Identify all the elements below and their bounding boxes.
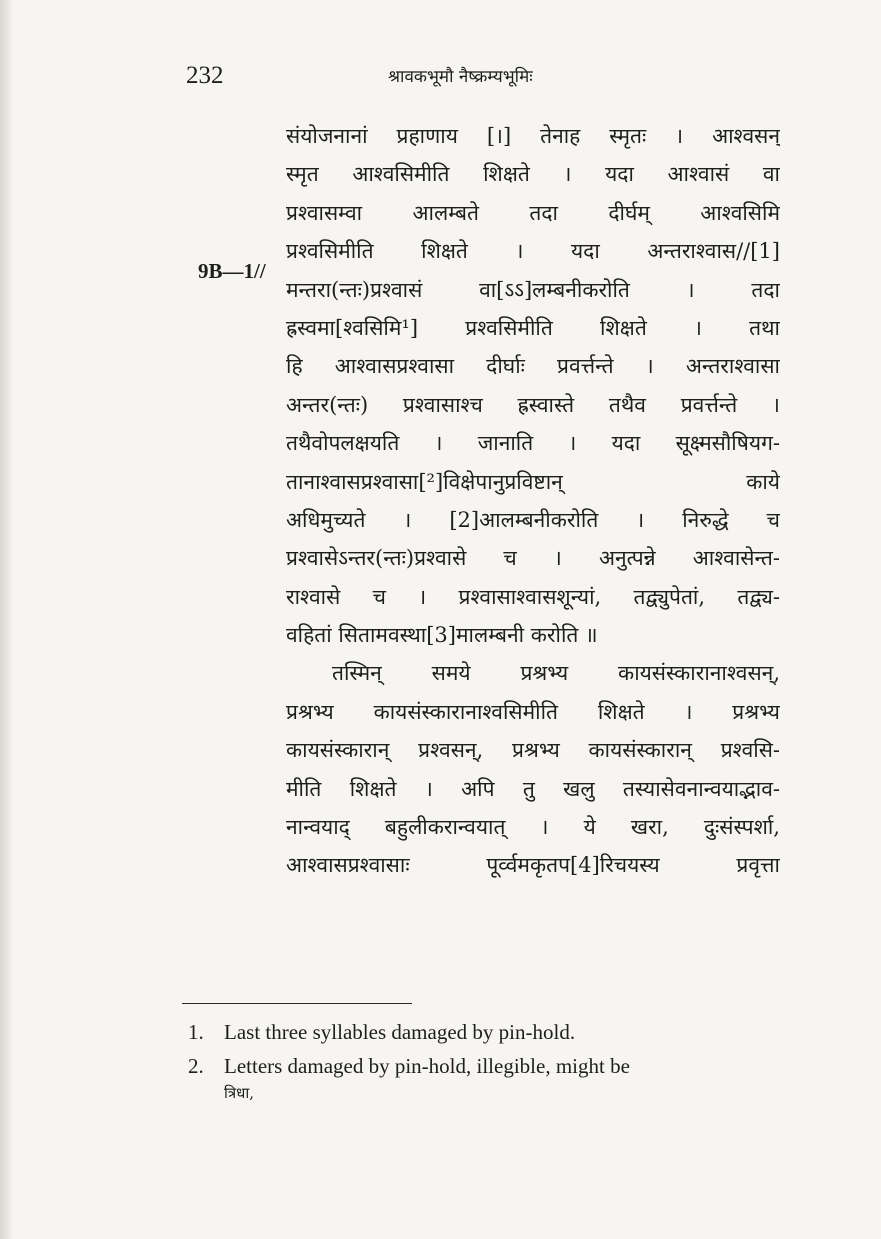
footnote-rule <box>182 1003 412 1004</box>
text-line: प्रश्वासम्वा आलम्बते तदा दीर्घम् आश्वसिमि <box>286 200 780 225</box>
text-line: प्रश्रभ्य कायसंस्कारानाश्वसिमीति शिक्षते । प्रश्रभ्य <box>286 699 780 724</box>
text-line: मीति शिक्षते । अपि तु खलु तस्यासेवनान्वयाद्भाव- <box>286 776 780 801</box>
footnotes <box>188 1017 782 1109</box>
text-line: प्रश्वसिमीति शिक्षते । यदा अन्तराश्वास//[1] <box>286 239 780 264</box>
body-text <box>286 117 780 885</box>
text-line: आश्वासप्रश्वासाः पूर्व्वमकृतप[4]रिचयस्य प्रवृत्ता <box>286 853 780 878</box>
footnote-number: 2. <box>188 1054 204 1078</box>
text-line: राश्वासे च । प्रश्वासाश्वासशून्यां, तद्व्युपेतां, तद्व्य- <box>286 584 780 609</box>
text-line: प्रश्वासेऽन्तर(न्तः)प्रश्वासे च । अनुत्पन्ने आश्वासेन्त- <box>286 546 780 571</box>
footnote-number: 1. <box>188 1020 204 1044</box>
footnote-body <box>224 1051 782 1105</box>
text-line: हि आश्वासप्रश्वासा दीर्घाः प्रवर्त्तन्ते । अन्तराश्वासा <box>286 354 780 379</box>
footnote <box>188 1017 782 1047</box>
text-line: अधिमुच्यते । [2]आलम्बनीकरोति । निरुद्धे च <box>286 507 780 532</box>
text-line: तस्मिन् समये प्रश्रभ्य कायसंस्कारानाश्वसन्, <box>332 661 780 686</box>
footnote-text: Letters damaged by pin-hold, illegible, might be <box>224 1054 630 1078</box>
text-line: मन्तरा(न्तः)प्रश्वासं वा[ऽऽ]लम्बनीकरोति । तदा <box>286 277 780 302</box>
footnote-reading: त्रिधा, <box>224 1084 255 1102</box>
page-number: 232 <box>186 62 224 89</box>
text-line: ह्रस्वमा[श्वसिमि¹] प्रश्वसिमीति शिक्षते । तथा <box>286 315 780 340</box>
text-line: अन्तर(न्तः) प्रश्वासाश्च ह्रस्वास्ते तथैव प्रवर्त्तन्ते । <box>286 392 780 417</box>
text-line: तानाश्वासप्रश्वासा[²]विक्षेपानुप्रविष्टान् काये <box>286 469 780 494</box>
text-line: नान्वयाद् बहुलीकरान्वयात् । ये खरा, दुःसंस्पर्शा, <box>286 815 780 840</box>
footnote-text: Last three syllables damaged by pin-hold. <box>224 1020 576 1044</box>
text-line: संयोजनानां प्रहाणाय [।] तेनाह स्मृतः । आश्वसन् <box>286 124 780 148</box>
text-line: कायसंस्कारान् प्रश्वसन्, प्रश्रभ्य कायसंस्कारान् प्रश्वसि- <box>286 738 780 763</box>
text-line: स्मृत आश्वसिमीति शिक्षते । यदा आश्वासं वा <box>286 162 780 187</box>
footnote <box>188 1051 782 1105</box>
running-head: श्रावकभूमौ नैष्क्रम्यभूमिः <box>388 67 533 87</box>
text-line: वहितां सितामवस्था[3]मालम्बनी करोति ॥ <box>286 623 598 648</box>
text-line: तथैवोपलक्षयति । जानाति । यदा सूक्ष्मसौषियग- <box>286 431 780 456</box>
margin-folio-reference: 9B—1// <box>198 259 266 283</box>
page-binding-shadow <box>0 0 14 1239</box>
